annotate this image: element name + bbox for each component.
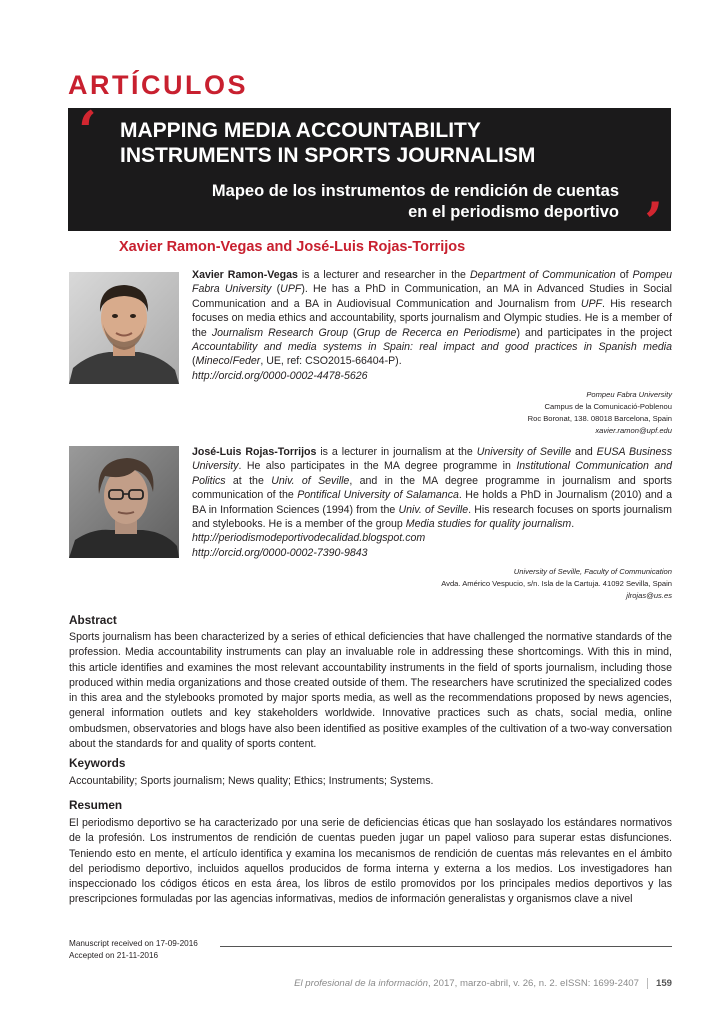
author2-bio: José-Luis Rojas-Torrijos is a lecturer in journalism at the University of Seville and EUSA Business University. He also participates in the MA degree programme in Institutional Communication and Politics at the Univ. of Seville, and in the MA degree programme in journalism and sports communication of the Pontifical University of Salamanca. He holds a PhD in Journalism (2010) and a BA in Information Sciences (1994) from the Univ. of Seville. His research focuses on sports journalism and stylebooks. He is a member of the group Media studies for quality journalism. http://periodismodeportivodecalidad.blogspot.com http://orcid.org/0000-0002-7390-9843	[192, 446, 673, 559]
keywords-heading: Keywords	[69, 756, 126, 770]
author1-photo	[69, 272, 179, 384]
abstract-heading: Abstract	[69, 613, 117, 627]
resumen-text: El periodismo deportivo se ha caracterizado por una serie de deficiencias éticas que han soslayado los estándares normativos de la profesión. Los instrumentos de rendición de cuentas pueden jugar un papel valioso para superar estas disfunciones. Teniendo esto en mente, el artículo identifica y examina los mecanismos de rendición de cuentas más relevantes en el ámbito del periodismo deportivo, incluidos aquellos producidos de forma interna y externa a los medios. Los investigadores han inspeccionado los códigos éticos en esta área, los libros de estilo promovidos por los principales medios deportivos y las prescripciones formuladas por las agencias informativas, medios de información generalistas y organismos clave a nivel	[69, 817, 672, 906]
open-quote-icon: ‘	[78, 99, 97, 163]
author2-orcid-link[interactable]: http://orcid.org/0000-0002-7390-9843	[192, 546, 368, 559]
author2-email-link[interactable]: jlrojas@us.es	[626, 591, 672, 600]
author1-email-link[interactable]: xavier.ramon@upf.edu	[595, 426, 672, 435]
abstract-text: Sports journalism has been characterized by a series of ethical deficiencies that have challenged the normative standards of the profession. Media accountability instruments can play an invaluable role in addressing these shortcomings. With this in mind, this article identifies and examines the most relevant accountability instruments in the field of sports journalism, including those produced within media organizations and those created outside of them. The researchers have scrutinized the specialized codes in this area and the stylebooks promoted by major sports media, as well as the recommendations proposed by news agencies, general information outlets and key stakeholders worldwide. Innovative practices such as chats, social media, online ombudsmen, observatories and blogs have also been identified as positive examples of the cultivation of a two-way conversation about the standards for and quality of sports content.	[69, 631, 673, 751]
footer-divider	[220, 946, 672, 947]
author2-blog-link[interactable]: http://periodismodeportivodecalidad.blogspot.com	[192, 532, 426, 545]
authors-line: Xavier Ramon-Vegas and José-Luis Rojas-Torrijos	[119, 239, 466, 255]
close-quote-icon: ’	[644, 190, 663, 254]
resumen-heading: Resumen	[69, 798, 123, 812]
author2-affiliation: University of Seville, Faculty of Communication Avda. Américo Vespucio, s/n. Isla de la Cartuja. 41092 Sevilla, Spain jlrojas@us.es	[441, 567, 672, 600]
article-title-english: MAPPING MEDIA ACCOUNTABILITY INSTRUMENTS IN SPORTS JOURNALISM	[120, 119, 536, 167]
author1-bio: Xavier Ramon-Vegas is a lecturer and researcher in the Department of Communication of Pompeu Fabra University (UPF). He has a PhD in Communication, an MA in Advanced Studies in Social Communication and a BA in Audiovisual Communication and Journalism from UPF. His research focuses on media ethics and accountability, sports journalism and Olympic studies. He is a member of the Journalism Research Group (Grup de Recerca en Periodisme) and participates in the project Accountability and media systems in Spain: real impact and good practices in Spanish media (Mineco/Feder, UE, ref: CSO2015-66404-P). http://orcid.org/0000-0002-4478-5626	[192, 269, 672, 382]
keywords-text: Accountability; Sports journalism; News quality; Ethics; Instruments; Systems.	[69, 775, 434, 787]
running-footer: El profesional de la información, 2017, marzo-abril, v. 26, n. 2. eISSN: 1699-2407 159	[294, 978, 672, 989]
author1-affiliation: Pompeu Fabra University Campus de la Comunicació-Poblenou Roc Boronat, 138. 08018 Barcelona, Spain xavier.ramon@upf.edu	[527, 390, 672, 435]
section-label: ARTÍCULOS	[68, 70, 248, 100]
page-number: 159	[647, 978, 672, 989]
author2-photo	[69, 446, 179, 558]
article-title-spanish: Mapeo de los instrumentos de rendición de cuentas en el periodismo deportivo	[211, 182, 619, 221]
author1-orcid-link[interactable]: http://orcid.org/0000-0002-4478-5626	[192, 369, 368, 382]
manuscript-dates: Manuscript received on 17-09-2016 Accepted on 21-11-2016	[69, 939, 198, 960]
